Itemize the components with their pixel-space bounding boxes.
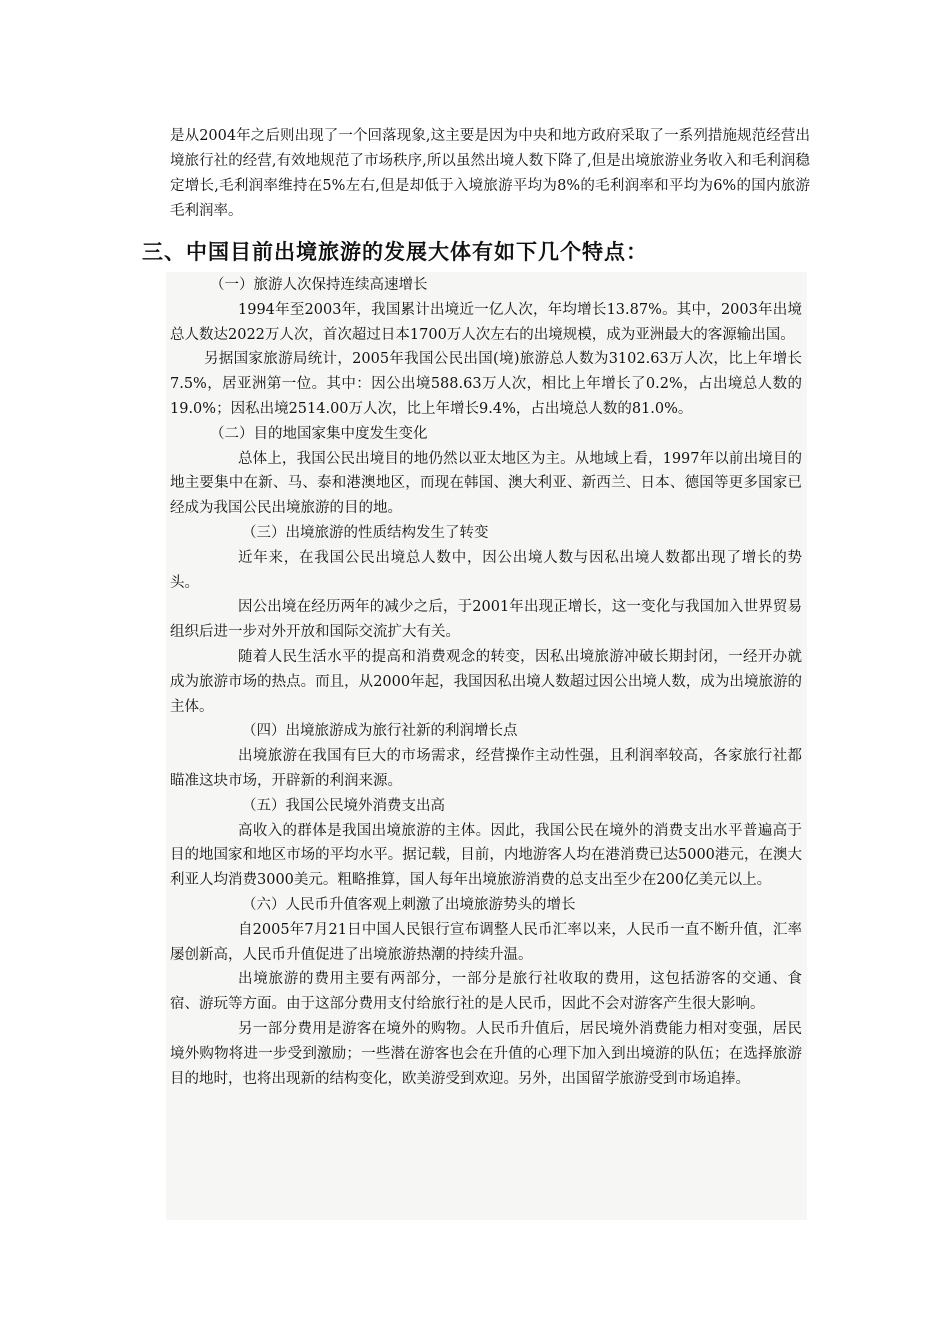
paragraph: 1994年至2003年，我国累计出境近一亿人次，年均增长13.87%。其中，2003年出境总人数达2022万人次，首次超过日本1700万人次左右的出境规模，成为亚洲最大的客源输出国。	[170, 301, 802, 343]
section-heading: 三、中国目前出境旅游的发展大体有如下几个特点：	[142, 240, 648, 264]
paragraph: 另一部分费用是游客在境外的购物。人民币升值后，居民境外消费能力相对变强，居民境外购物将进一步受到激励；一些潜在游客也会在升值的心理下加入到出境游的队伍；在选择旅游目的地时，也将出现新的结构变化，欧美游受到欢迎。另外，出国留学旅游受到市场追捧。	[170, 1020, 802, 1087]
subsection-title-5: （五）我国公民境外消费支出高	[242, 797, 445, 814]
subsection-title-2: （二）目的地国家集中度发生变化	[210, 425, 428, 442]
intro-paragraph-block	[170, 124, 810, 224]
subsection-title-4: （四）出境旅游成为旅行社新的利润增长点	[242, 723, 518, 740]
paragraph: 出境旅游的费用主要有两部分，一部分是旅行社收取的费用，这包括游客的交通、食宿、游玩等方面。由于这部分费用支付给旅行社的是人民币，因此不会对游客产生很大影响。	[170, 971, 802, 1013]
paragraph: 总体上，我国公民出境目的地仍然以亚太地区为主。从地域上看，1997年以前出境目的地主要集中在新、马、泰和港澳地区，而现在韩国、澳大利亚、新西兰、日本、德国等更多国家已经成为我国公民出境旅游的目的地。	[170, 450, 802, 517]
paragraph: 高收入的群体是我国出境旅游的主体。因此，我国公民在境外的消费支出水平普遍高于目的地国家和地区市场的平均水平。据记载，目前，内地游客人均在港消费已达5000港元，在澳大利亚人均消费3000美元。粗略推算，国人每年出境旅游消费的总支出至少在200亿美元以上。	[170, 822, 802, 889]
subsection-title-3: （三）出境旅游的性质结构发生了转变	[242, 524, 489, 541]
body-text	[170, 273, 802, 1091]
subsection-title-6: （六）人民币升值客观上刺激了出境旅游势头的增长	[242, 896, 576, 913]
paragraph: 出境旅游在我国有巨大的市场需求，经营操作主动性强，且利润率较高，各家旅行社都瞄准这块市场，开辟新的利润来源。	[170, 748, 802, 789]
subsection-title-1: （一）旅游人次保持连续高速增长	[210, 277, 428, 293]
paragraph: 近年来，在我国公民出境总人数中，因公出境人数与因私出境人数都出现了增长的势头。	[170, 549, 802, 591]
paragraph: 另据国家旅游局统计，2005年我国公民出国(境)旅游总人数为3102.63万人次，比上年增长7.5%，居亚洲第一位。其中：因公出境588.63万人次，相比上年增长了0.2%，占出境总人数的19.0%；因私出境2514.00万人次，比上年增长9.4%，占出境总人数的81.0%。	[170, 351, 802, 417]
paragraph: 自2005年7月21日中国人民银行宣布调整人民币汇率以来，人民币一直不断升值，汇率屡创新高，人民币升值促进了出境旅游热潮的持续升温。	[170, 921, 802, 963]
intro-paragraph: 是从2004年之后则出现了一个回落现象,这主要是因为中央和地方政府采取了一系列措施规范经营出境旅行社的经营,有效地规范了市场秩序,所以虽然出境人数下降了,但是出境旅游业务收入和毛利润稳定增长,毛利润率维持在5%左右,但是却低于入境旅游平均为8%的毛利润率和平均为6%的国内旅游毛利润率。	[170, 128, 810, 219]
paragraph: 因公出境在经历两年的减少之后，于2001年出现正增长，这一变化与我国加入世界贸易组织后进一步对外开放和国际交流扩大有关。	[170, 599, 802, 641]
paragraph: 随着人民生活水平的提高和消费观念的转变，因私出境旅游冲破长期封闭，一经开办就成为旅游市场的热点。而且，从2000年起，我国因私出境人数超过因公出境人数，成为出境旅游的主体。	[170, 648, 802, 715]
